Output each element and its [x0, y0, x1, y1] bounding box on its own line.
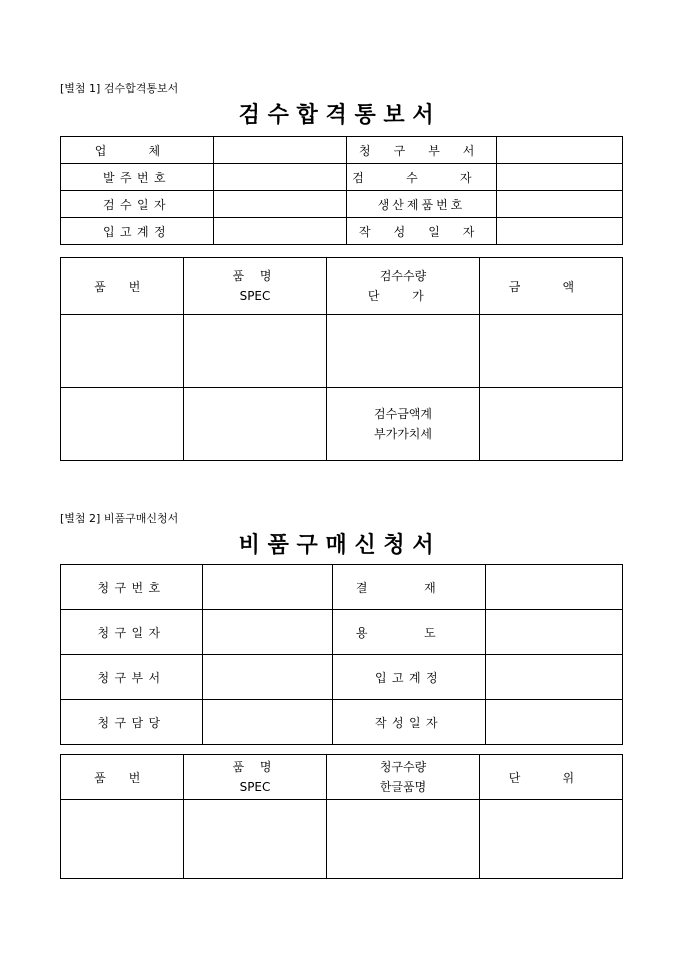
info-value[interactable] [203, 610, 333, 655]
col-header: 청구수량 한글품명 [327, 755, 480, 800]
info-value[interactable] [486, 565, 623, 610]
doc1-items-table [60, 257, 623, 461]
col-header: 품 명 SPEC [184, 755, 327, 800]
doc2-title: 비품구매신청서 [238, 532, 442, 558]
info-label: 검 수 자 [347, 164, 497, 191]
info-value[interactable] [203, 700, 333, 745]
info-value[interactable] [203, 565, 333, 610]
info-label: 청 구 부 서 [347, 137, 497, 164]
info-value[interactable] [486, 700, 623, 745]
table-cell[interactable] [327, 315, 480, 388]
doc1-caption: [별첨 1] 검수합격통보서 [60, 82, 179, 95]
info-label: 검수일자 [61, 191, 214, 218]
info-label: 청구담당 [61, 700, 203, 745]
info-label: 결 재 [333, 565, 486, 610]
doc2-info-row [61, 655, 623, 700]
table-cell[interactable] [480, 800, 623, 879]
table-row [61, 315, 623, 388]
col-header: 금 액 [480, 258, 623, 315]
info-label: 작성일자 [333, 700, 486, 745]
info-label: 작 성 일 자 [347, 218, 497, 245]
doc1-info-row [61, 137, 623, 164]
doc1-info-row [61, 164, 623, 191]
info-label: 용 도 [333, 610, 486, 655]
col-header: 품 번 [61, 258, 184, 315]
info-label: 청구일자 [61, 610, 203, 655]
info-value[interactable] [214, 137, 347, 164]
table-cell[interactable] [184, 800, 327, 879]
doc1-title: 검수합격통보서 [238, 102, 442, 128]
info-value[interactable] [497, 191, 623, 218]
table-row [61, 800, 623, 879]
info-value[interactable] [214, 164, 347, 191]
table-cell[interactable] [327, 800, 480, 879]
table-cell[interactable] [61, 315, 184, 388]
col-header: 품 명 SPEC [184, 258, 327, 315]
col-header: 검수수량 단 가 [327, 258, 480, 315]
col-header: 단 위 [480, 755, 623, 800]
doc1-info-table [60, 136, 623, 245]
col-header: 품 번 [61, 755, 184, 800]
info-value[interactable] [497, 164, 623, 191]
info-value[interactable] [497, 218, 623, 245]
info-label: 청구부서 [61, 655, 203, 700]
info-label: 발주번호 [61, 164, 214, 191]
info-label: 생산제품번호 [347, 191, 497, 218]
table-row [61, 388, 623, 461]
table-cell[interactable] [61, 388, 184, 461]
table-cell[interactable] [184, 388, 327, 461]
doc2-info-table [60, 564, 623, 745]
doc1-info-row [61, 191, 623, 218]
info-value[interactable] [203, 655, 333, 700]
table-cell[interactable] [480, 315, 623, 388]
info-value[interactable] [486, 610, 623, 655]
vat-label: 부가가치세 [374, 427, 432, 441]
info-label: 청구번호 [61, 565, 203, 610]
doc2-info-row [61, 610, 623, 655]
totals-cell [327, 388, 480, 461]
doc2-caption: [별첨 2] 비품구매신청서 [60, 512, 179, 525]
doc1-items-header [61, 258, 623, 315]
info-value[interactable] [486, 655, 623, 700]
table-cell[interactable] [61, 800, 184, 879]
doc2-info-row [61, 700, 623, 745]
doc2-items-table [60, 754, 623, 879]
doc2-items-header [61, 755, 623, 800]
table-cell[interactable] [184, 315, 327, 388]
info-value[interactable] [497, 137, 623, 164]
total-amount-label: 검수금액계 [374, 407, 432, 421]
info-label: 업 체 [61, 137, 214, 164]
info-label: 입고계정 [61, 218, 214, 245]
doc2-info-row [61, 565, 623, 610]
info-value[interactable] [214, 191, 347, 218]
info-label: 입고계정 [333, 655, 486, 700]
table-cell[interactable] [480, 388, 623, 461]
doc1-info-row [61, 218, 623, 245]
info-value[interactable] [214, 218, 347, 245]
